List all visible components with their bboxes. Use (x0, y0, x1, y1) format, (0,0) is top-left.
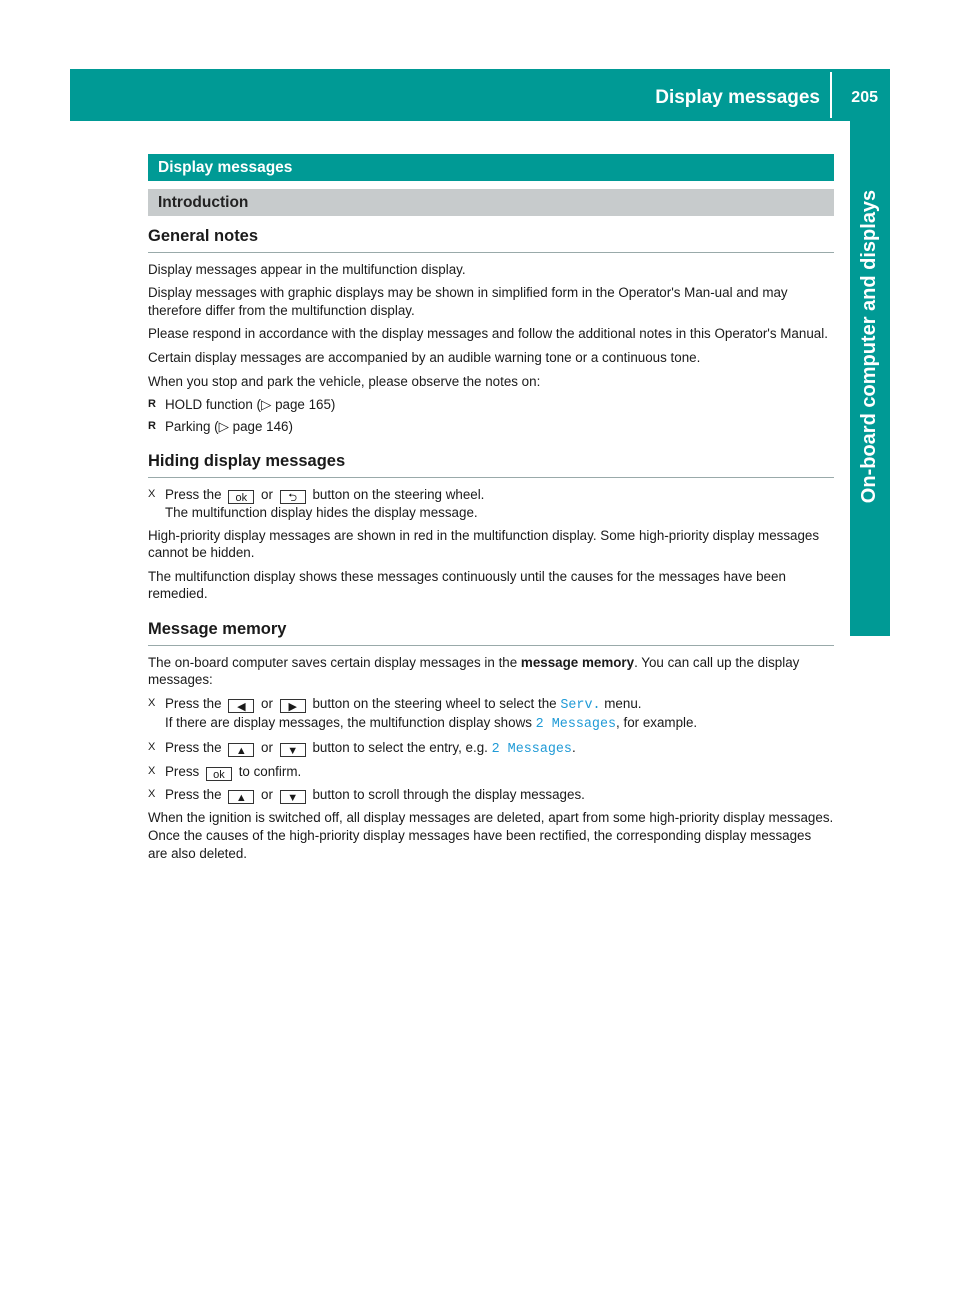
step-result: The multifunction display hides the display message. (165, 504, 478, 520)
step-marker: X (148, 765, 156, 778)
page-ref-icon: ▷ (218, 418, 229, 434)
instruction-step: X Press the ▲ or ▼ button to select the entry, e.g. 2 Messages. (148, 739, 576, 757)
page-header (70, 69, 890, 121)
list-item: R HOLD function (▷ page 165) (148, 397, 336, 413)
instruction-step: X Press the ▲ or ▼ button to scroll through the display messages. (148, 787, 585, 805)
step-marker: X (148, 696, 156, 709)
header-title: Display messages (655, 87, 820, 108)
instruction-step: X Press ok to confirm. (148, 764, 302, 782)
bold-term: message memory (520, 654, 635, 670)
paragraph: When you stop and park the vehicle, please observe the notes on: (148, 373, 541, 389)
down-key-icon: ▼ (280, 743, 306, 757)
heading-general-notes: General notes (148, 228, 834, 253)
side-tab-label: On-board computer and displays (858, 189, 881, 503)
page-content (148, 154, 834, 868)
page-number: 205 (851, 89, 878, 106)
paragraph: The on-board computer saves certain display messages in the message memory. You can call up the display messages: (148, 654, 800, 688)
display-text: Serv. (560, 697, 601, 713)
right-key-icon: ▶ (280, 699, 306, 713)
step-marker: X (148, 487, 156, 500)
paragraph: High-priority display messages are shown in red in the multifunction display. Some high-priority display messages cannot be hidden. (148, 527, 820, 561)
page-ref-icon: ▷ (261, 397, 272, 413)
down-key-icon: ▼ (280, 790, 306, 804)
list-item: R Parking (▷ page 146) (148, 418, 293, 434)
bullet-marker: R (148, 419, 156, 432)
step-marker: X (148, 788, 156, 801)
bullet-marker: R (148, 398, 156, 411)
display-text: 2 Messages (535, 717, 617, 733)
paragraph: When the ignition is switched off, all display messages are deleted, apart from some high-priority display messages. Once the causes of the high-priority display messages have been rectified, the corresponding display messages are also deleted. (148, 810, 834, 861)
paragraph: Display messages with graphic displays may be shown in simplified form in the Operator's Man-ual and may therefore differ from the multifunction display. (148, 285, 788, 318)
paragraph: Certain display messages are accompanied by an audible warning tone or a continuous tone. (148, 349, 701, 365)
page-link[interactable]: page 165) (275, 397, 336, 413)
ok-key-icon: ok (206, 767, 232, 781)
left-key-icon: ◀ (228, 699, 254, 713)
section-title: Display messages (148, 154, 834, 181)
ok-key-icon: ok (228, 490, 254, 504)
paragraph: Please respond in accordance with the display messages and follow the additional notes in this Operator's Manual. (148, 326, 828, 342)
heading-memory: Message memory (148, 621, 834, 646)
paragraph: Display messages appear in the multifunction display. (148, 261, 466, 277)
header-divider (830, 72, 832, 118)
up-key-icon: ▲ (228, 743, 254, 757)
heading-hiding: Hiding display messages (148, 453, 834, 478)
up-key-icon: ▲ (228, 790, 254, 804)
display-text: 2 Messages (491, 741, 572, 757)
back-key-icon: ⮌ (280, 490, 306, 504)
step-marker: X (148, 740, 156, 753)
paragraph: The multifunction display shows these messages continuously until the causes for the messages have been remedied. (148, 568, 786, 602)
side-tab-label-wrap (850, 121, 890, 571)
page-link[interactable]: page 146) (232, 418, 293, 434)
subsection-title: Introduction (148, 189, 834, 216)
instruction-step: X Press the ◀ or ▶ button on the steering wheel to select the Serv. menu. If there are display messages, the multifunction display shows 2 Messages, for example. (148, 695, 698, 733)
instruction-step: X Press the ok or ⮌ button on the steering wheel. The multifunction display hides the display message. (148, 486, 485, 520)
